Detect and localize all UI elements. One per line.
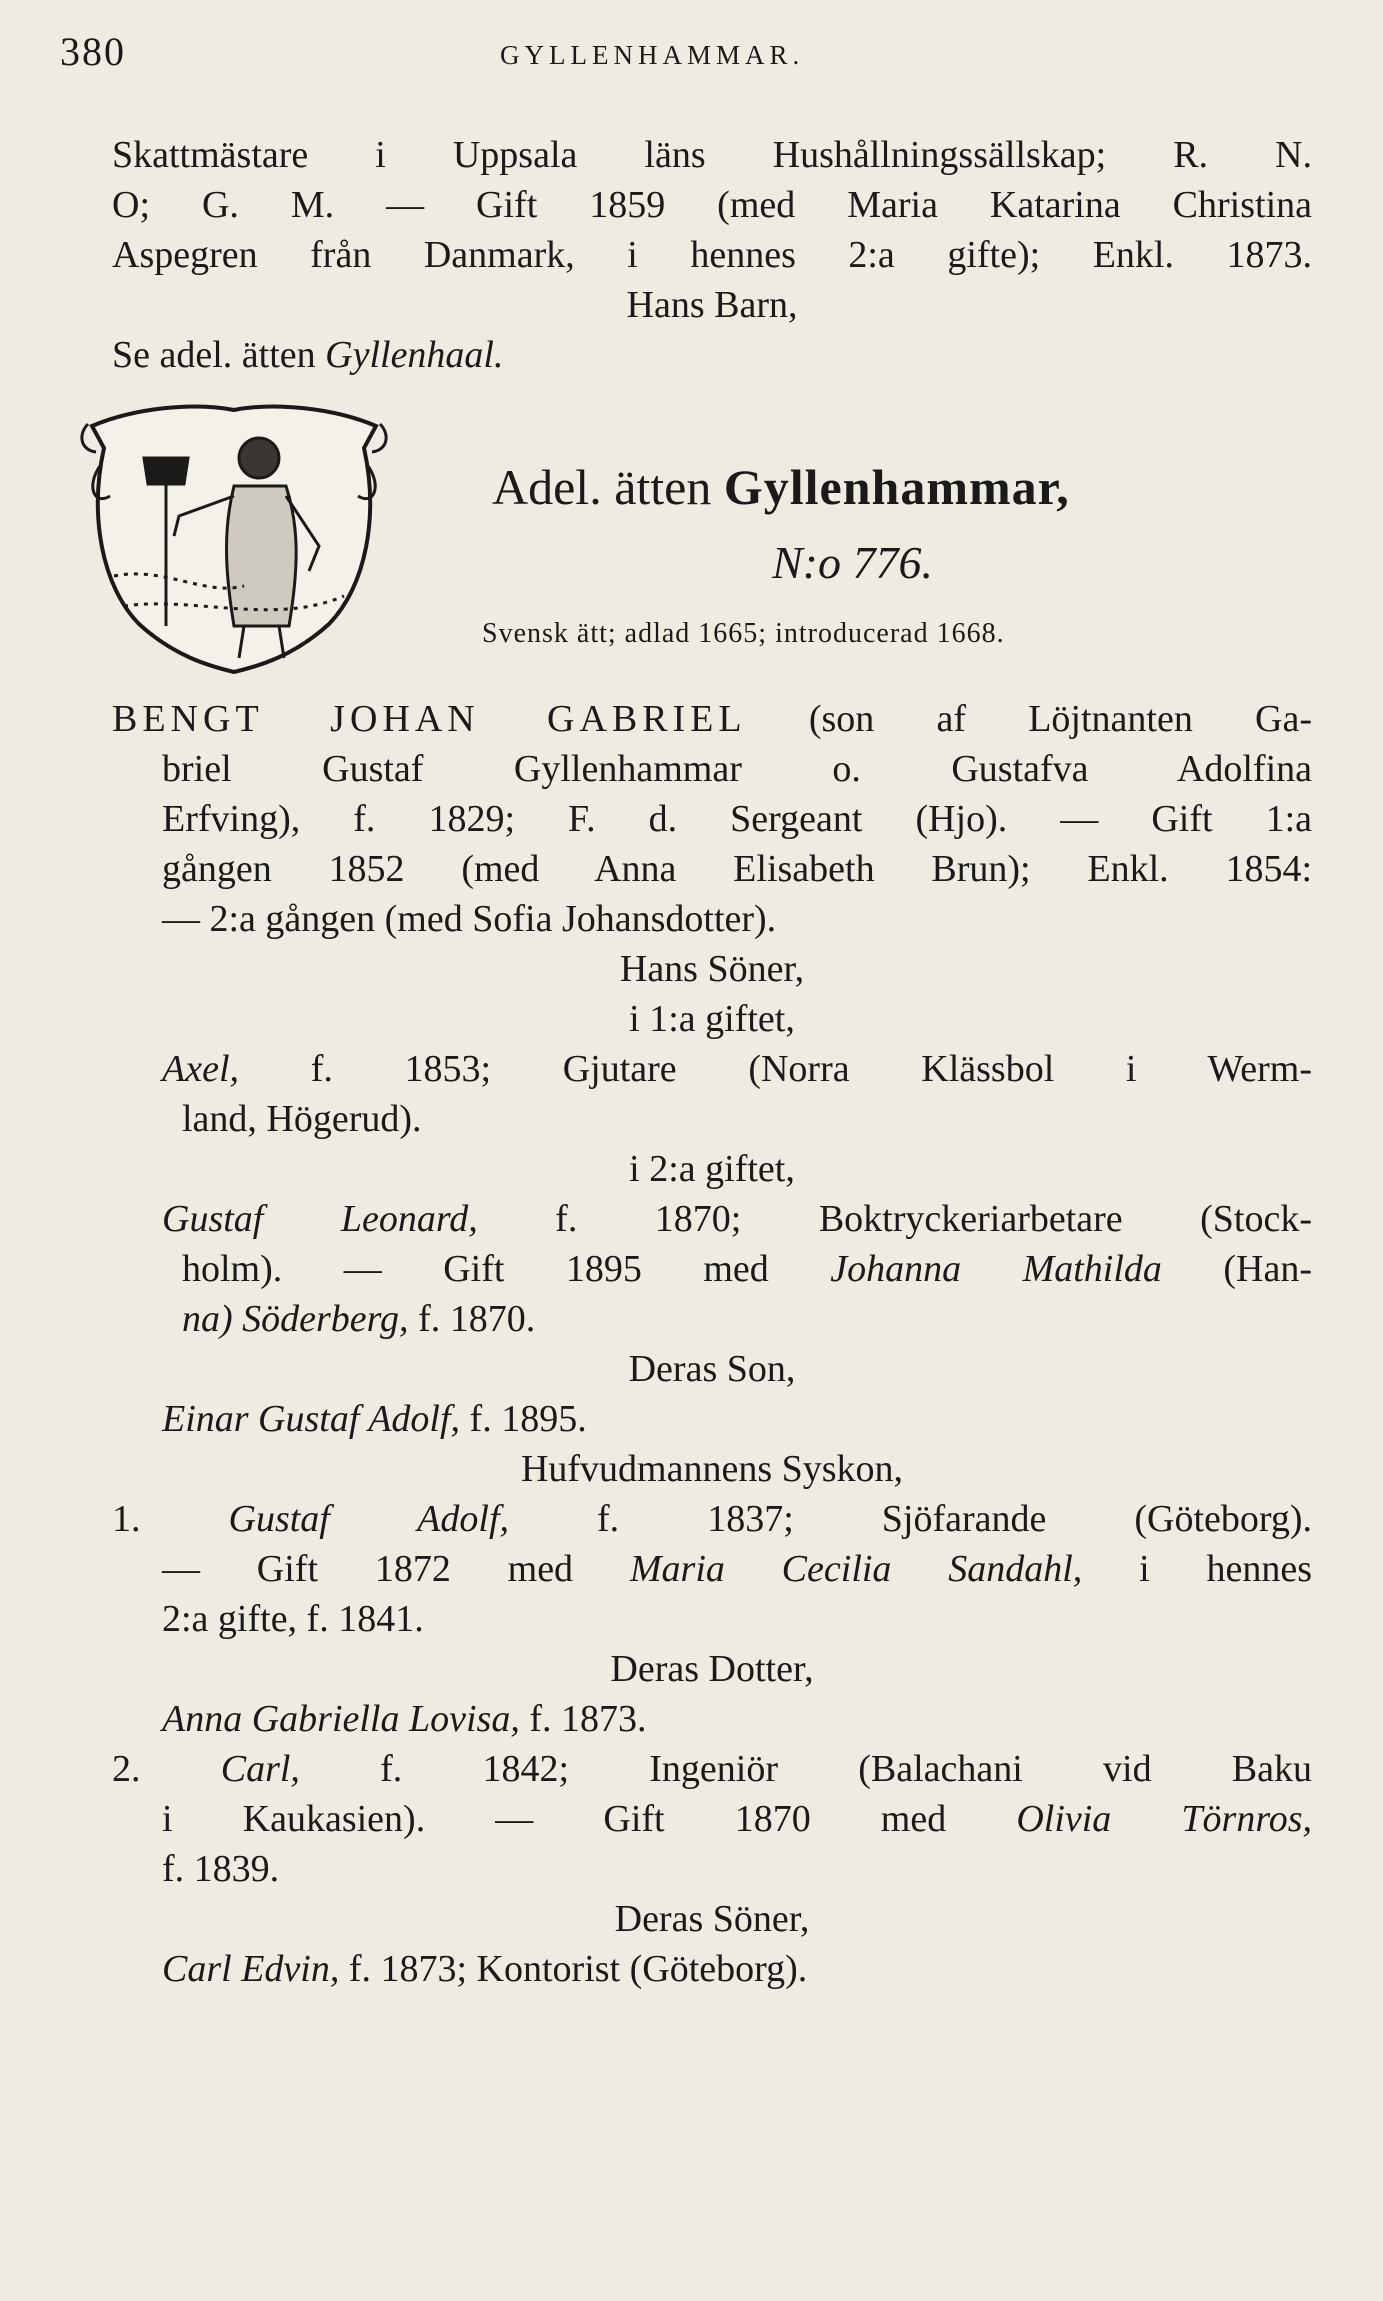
list-number: 1. (112, 1498, 141, 1540)
cross-reference-prefix: Se adel. ätten (112, 334, 326, 376)
person-text: holm). — Gift 1895 med (182, 1248, 831, 1290)
section-heading: i 1:a giftet, (629, 998, 795, 1040)
person-text: f. 1853; Gjutare (Norra Klässbol i Werm- (310, 1048, 1313, 1090)
family-title-prefix: Adel. ätten (492, 459, 724, 515)
entry-line: gången 1852 (med Anna Elisabeth Brun); Enkl. 1854: (162, 848, 1312, 890)
person-line (112, 1394, 1312, 1444)
spouse-name: na) Söderberg, (182, 1298, 409, 1340)
section-heading: Deras Dotter, (610, 1648, 814, 1690)
person-name: Gustaf Adolf, (228, 1498, 510, 1540)
person-line: land, Högerud). (182, 1098, 422, 1140)
running-title: GYLLENHAMMAR. (500, 40, 805, 70)
person-line (112, 1944, 1312, 1994)
person-name: Carl, (220, 1748, 300, 1790)
person-text: f. 1837; Sjöfarande (Göteborg). (597, 1498, 1313, 1540)
section-heading: Deras Söner, (614, 1898, 810, 1940)
section-heading: Hans Söner, (619, 948, 805, 990)
entry-text: (son af Löjtnanten Ga- (808, 698, 1313, 740)
spouse-name: Maria Cecilia Sandahl, (629, 1548, 1083, 1590)
person-name: Carl Edvin, (162, 1948, 340, 1990)
page-header (60, 28, 1300, 88)
person-text: i Kaukasien). — Gift 1870 med (162, 1798, 1017, 1840)
person-name: Gustaf Leonard, (162, 1198, 478, 1240)
person-line (112, 1744, 1312, 1794)
person-line: 2:a gifte, f. 1841. (162, 1598, 424, 1640)
person-text: i hennes (1082, 1548, 1313, 1590)
spouse-name: Johanna Mathilda (830, 1248, 1162, 1290)
family-heading-block (112, 396, 1312, 686)
person-text: f. 1842; Ingeniör (Balachani vid Baku (380, 1748, 1313, 1790)
section-heading: Deras Son, (628, 1348, 796, 1390)
person-text: f. 1873; Kontorist (Göteborg). (339, 1948, 808, 1990)
cross-reference (112, 330, 1312, 380)
person-name: Einar Gustaf Adolf, (162, 1398, 461, 1440)
family-name: Gyllenhammar, (723, 459, 1070, 515)
person-text: f. 1870. (408, 1298, 536, 1340)
person-line (112, 1794, 1312, 1844)
entry-line (112, 694, 1312, 744)
text-line: Skattmästare i Uppsala läns Hushållningssällskap; R. N. (112, 134, 1312, 176)
section-heading: Hufvudmannens Syskon, (520, 1448, 904, 1490)
person-text: (Han- (1161, 1248, 1313, 1290)
coat-of-arms-icon (74, 396, 394, 676)
person-line (112, 1044, 1312, 1094)
person-text: f. 1873. (519, 1698, 647, 1740)
family-number (772, 536, 933, 589)
person-text: f. 1895. (460, 1398, 587, 1440)
person-name: Anna Gabriella Lovisa, (162, 1698, 520, 1740)
person-name: Axel, (162, 1048, 240, 1090)
page-number: 380 (60, 29, 126, 74)
entry-line: briel Gustaf Gyllenhammar o. Gustafva Adolfina (162, 748, 1312, 790)
person-line (112, 1694, 1312, 1744)
entry-line: — 2:a gången (med Sofia Johansdotter). (162, 898, 777, 940)
family-introduction: Svensk ätt; adlad 1665; introducerad 1668. (482, 618, 1005, 649)
person-text: — Gift 1872 med (162, 1548, 630, 1590)
page-body (112, 130, 1312, 1994)
spouse-name: Olivia Törnros, (1016, 1798, 1312, 1840)
family-title (492, 458, 1070, 516)
person-text: f. 1870; Boktryckeriarbetare (Stock- (555, 1198, 1312, 1240)
person-line (112, 1294, 1312, 1344)
cross-reference-name: Gyllenhaal. (325, 334, 504, 376)
section-heading: Hans Barn, (626, 284, 798, 326)
person-line (112, 1494, 1312, 1544)
entry-line: Erfving), f. 1829; F. d. Sergeant (Hjo). — Gift 1:a (162, 798, 1312, 840)
person-line (112, 1244, 1312, 1294)
list-number: 2. (112, 1748, 141, 1790)
text-line: Aspegren från Danmark, i hennes 2:a gifte); Enkl. 1873. (112, 234, 1312, 276)
section-heading: i 2:a giftet, (629, 1148, 795, 1190)
entry-name: BENGT JOHAN GABRIEL (112, 698, 747, 740)
person-line (112, 1544, 1312, 1594)
text-line: O; G. M. — Gift 1859 (med Maria Katarina Christina (112, 184, 1312, 226)
family-number-text: N:o 776. (772, 537, 933, 588)
person-line (112, 1194, 1312, 1244)
person-line: f. 1839. (162, 1848, 280, 1890)
